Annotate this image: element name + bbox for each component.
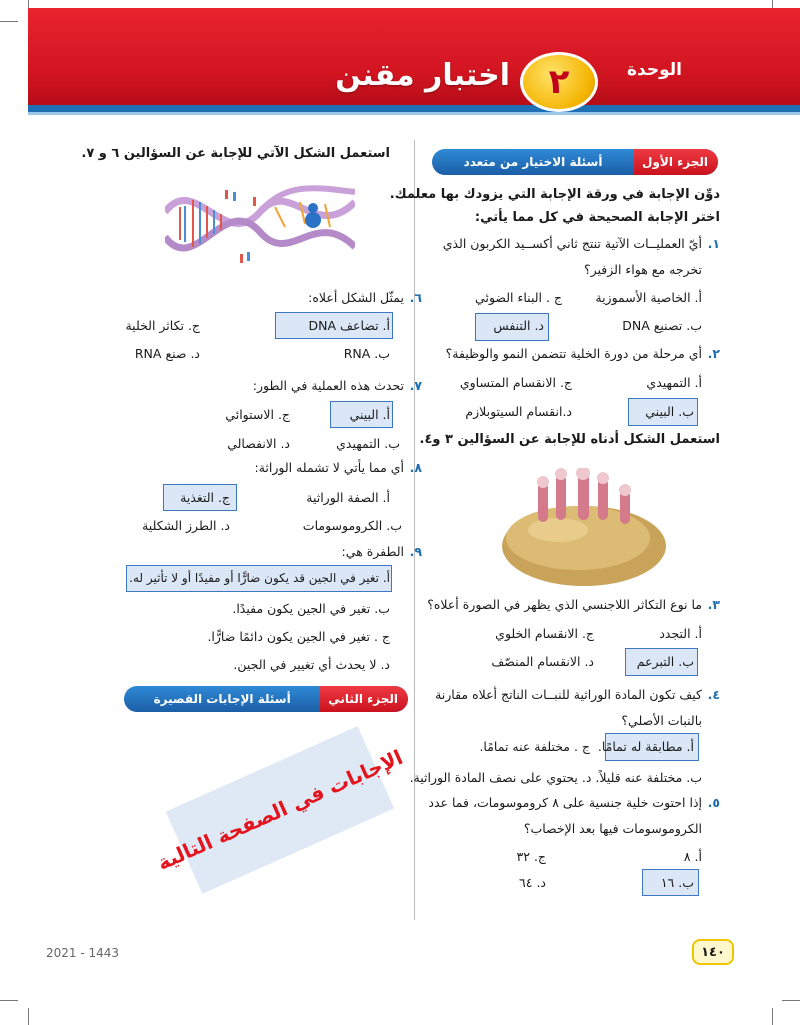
q4-option-a: أ. مطابقة له تمامًا. bbox=[597, 739, 694, 754]
part2-label: الجزء الثاني bbox=[320, 686, 408, 712]
q8-option-a: أ. الصفة الوراثية bbox=[306, 490, 390, 505]
unit-label: الوحدة bbox=[627, 60, 682, 80]
question-4-text: كيف تكون المادة الوراثية للنبــات الناتج أعلاه مقارنة bbox=[435, 687, 702, 702]
stamp-text: الإجابات في الصفحة التالية bbox=[153, 744, 407, 876]
q8-option-b: ب. الكروموسومات bbox=[302, 518, 402, 533]
q4-option-b-d: ب. مختلفة عنه قليلاً. د. يحتوي على نصف المادة الوراثية. bbox=[409, 770, 702, 785]
unit-number-badge: ٢ bbox=[520, 52, 598, 112]
part1-intro-1: دوِّن الإجابة في ورقة الإجابة التي يزودك بها معلمك. bbox=[389, 187, 720, 202]
figure-6-7-intro: استعمل الشكل الآتي للإجابة عن السؤالين ٦ و ٧. bbox=[81, 146, 390, 161]
question-8-text: أي مما يأتي لا تشمله الوراثة: bbox=[254, 460, 404, 475]
question-4-text-2: بالنبات الأصلي؟ bbox=[621, 713, 702, 728]
q8-option-d: د. الطرز الشكلية bbox=[142, 518, 230, 533]
q6-option-a: أ. تضاعف DNA bbox=[308, 318, 390, 333]
q1-option-d: د. التنفس bbox=[493, 318, 544, 333]
q6-option-b: ب. RNA bbox=[343, 346, 390, 361]
page-number: ١٤٠ bbox=[692, 939, 734, 965]
q9-option-c: ج . تغير في الجين يكون دائمًا ضارًّا. bbox=[207, 629, 390, 644]
potato-sprouts-image bbox=[498, 468, 670, 586]
question-6-text: يمثّل الشكل أعلاه: bbox=[308, 290, 404, 305]
part1-section-pill bbox=[432, 149, 718, 175]
question-number: ٣. bbox=[707, 597, 720, 612]
q7-option-d: د. الانفصالي bbox=[227, 436, 290, 451]
edition-year: 2021 - 1443 bbox=[46, 946, 120, 960]
q7-option-c: ج. الاستوائي bbox=[225, 407, 290, 422]
q7-option-b: ب. التمهيدي bbox=[336, 436, 400, 451]
q4-option-c: ج . مختلفة عنه تمامًا. bbox=[479, 739, 590, 754]
question-1-text: أيّ العمليــات الآتية تنتج ثاني أكســيد الكربون الذي bbox=[442, 236, 702, 251]
q2-option-d: د.انقسام السيتوبلازم bbox=[465, 404, 572, 419]
question-9-text: الطفرة هي: bbox=[341, 544, 404, 559]
page-title: اختبار مقنن bbox=[335, 58, 510, 93]
crop-mark bbox=[0, 21, 18, 22]
q1-option-c: ج . البناء الضوئي bbox=[475, 290, 562, 305]
dna-replication-image bbox=[165, 172, 355, 277]
crop-mark bbox=[782, 1000, 800, 1001]
header-stripe bbox=[28, 105, 800, 112]
q3-option-b: ب. التبرعم bbox=[636, 654, 694, 669]
q1-option-b: ب. تصنيع DNA bbox=[622, 318, 702, 333]
figure-3-4-intro: استعمل الشكل أدناه للإجابة عن السؤالين ٣ و٤. bbox=[419, 432, 720, 447]
q7-option-a: أ. البيني bbox=[349, 407, 390, 422]
part2-section-label: أسئلة الإجابات القصيرة bbox=[153, 692, 291, 706]
part1-section-label: أسئلة الاختيار من متعدد bbox=[463, 155, 603, 169]
q9-option-d: د. لا يحدث أي تغيير في الجين. bbox=[233, 657, 390, 672]
q5-option-a: أ. ٨ bbox=[683, 849, 702, 864]
part1-intro-2: اختر الإجابة الصحيحة في كل مما يأتي: bbox=[474, 210, 720, 225]
q6-option-c: ج. تكاثر الخلية bbox=[125, 318, 200, 333]
q5-option-d: د. ٦٤ bbox=[519, 875, 546, 890]
crop-mark bbox=[772, 1008, 773, 1025]
question-5-text-2: الكروموسومات فيها بعد الإخصاب؟ bbox=[523, 821, 702, 836]
q1-option-a: أ. الخاصية الأسموزية bbox=[595, 290, 702, 305]
question-number: ٧. bbox=[409, 378, 422, 393]
answers-next-page-stamp bbox=[153, 726, 407, 894]
question-number: ١. bbox=[707, 236, 720, 251]
question-number: ٤. bbox=[707, 687, 720, 702]
question-number: ٥. bbox=[707, 795, 720, 810]
q2-option-b: ب. البيني bbox=[645, 404, 694, 419]
q9-option-a: أ. تغير في الجين قد يكون ضارًّا أو مفيدًا أو لا تأثير له. bbox=[129, 571, 390, 585]
part1-label: الجزء الأول bbox=[634, 149, 718, 175]
question-2-text: أي مرحلة من دورة الخلية تتضمن النمو والوظيفة؟ bbox=[445, 346, 702, 361]
question-number: ٢. bbox=[707, 346, 720, 361]
part2-section-pill bbox=[124, 686, 408, 712]
question-1-text-2: تخرجه مع هواء الزفير؟ bbox=[584, 262, 702, 277]
q6-option-d: د. صنع RNA bbox=[134, 346, 200, 361]
crop-mark bbox=[0, 1000, 18, 1001]
q3-option-d: د. الانقسام المنصّف bbox=[491, 654, 594, 669]
question-7-text: تحدث هذه العملية في الطور: bbox=[252, 378, 404, 393]
question-number: ٩. bbox=[409, 544, 422, 559]
q8-option-c: ج. التغذية bbox=[180, 490, 230, 505]
q2-option-c: ج. الانقسام المتساوي bbox=[459, 375, 572, 390]
q3-option-a: أ. التجدد bbox=[659, 626, 702, 641]
q9-option-b: ب. تغير في الجين يكون مفيدًا. bbox=[232, 601, 390, 616]
q5-option-b: ب. ١٦ bbox=[660, 875, 694, 890]
question-3-text: ما نوع التكاثر اللاجنسي الذي يظهر في الصورة أعلاه؟ bbox=[427, 597, 702, 612]
header-stripe-light bbox=[28, 112, 800, 115]
column-divider bbox=[414, 140, 415, 920]
q5-option-c: ج. ٣٢ bbox=[516, 849, 546, 864]
question-number: ٨. bbox=[409, 460, 422, 475]
question-number: ٦. bbox=[409, 290, 422, 305]
q3-option-c: ج. الانقسام الخلوي bbox=[495, 626, 594, 641]
q2-option-a: أ. التمهيدي bbox=[646, 375, 702, 390]
crop-mark bbox=[28, 1008, 29, 1025]
question-5-text: إذا احتوت خلية جنسية على ٨ كروموسومات، فما عدد bbox=[428, 795, 702, 810]
